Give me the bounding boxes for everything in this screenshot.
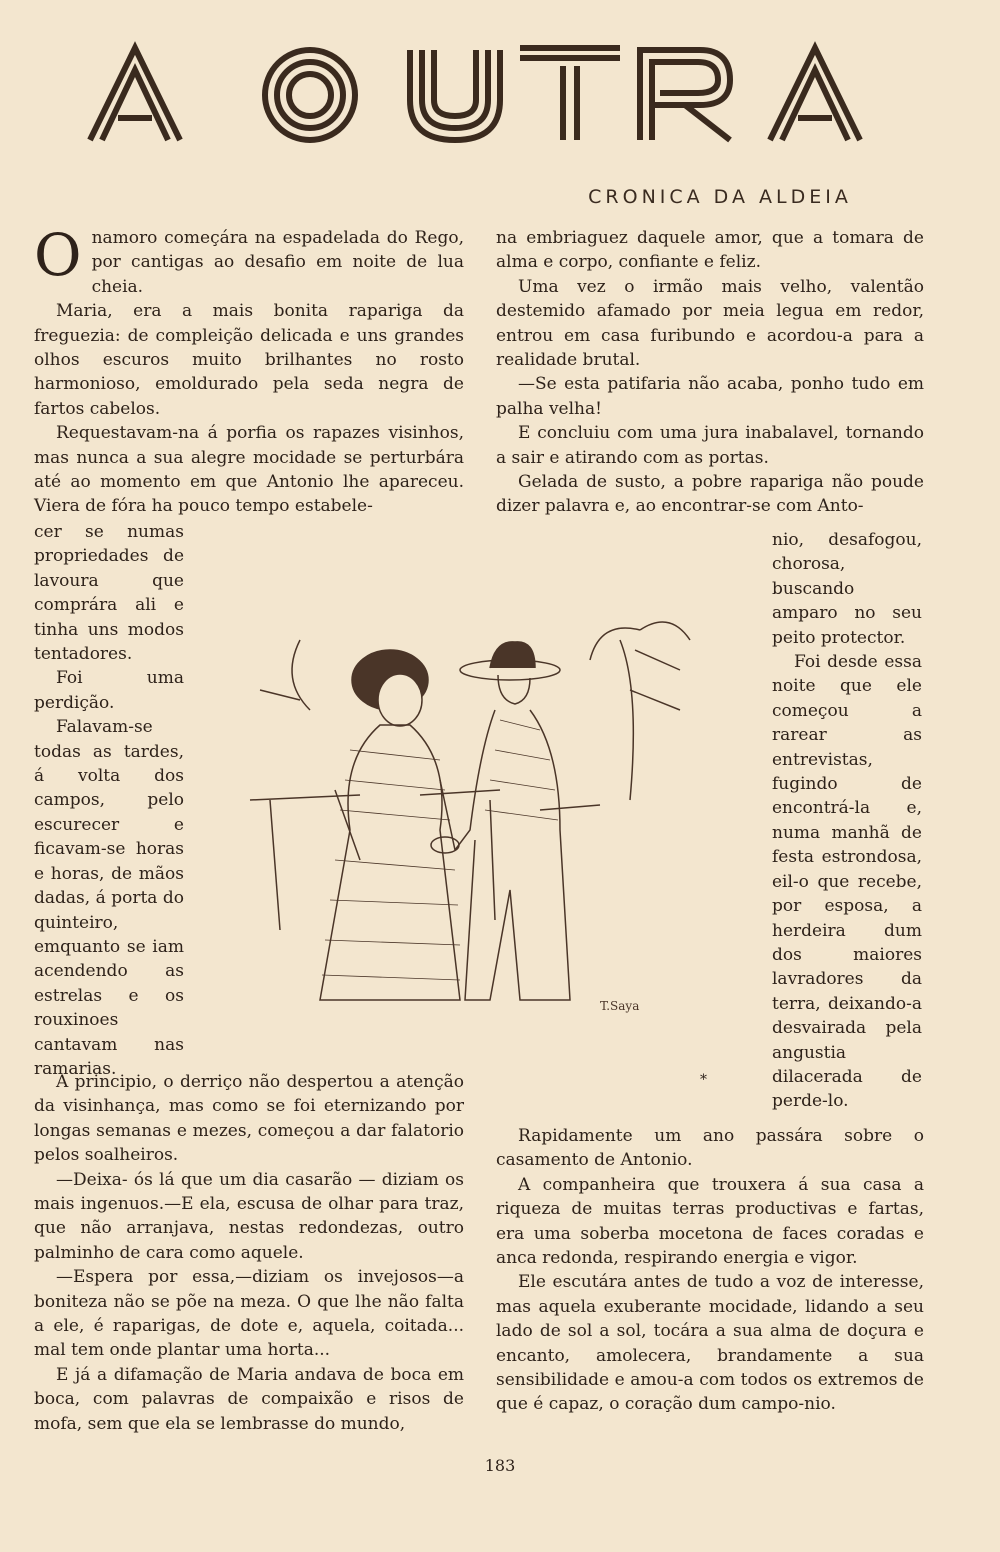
paragraph: Ele escutára antes de tudo a voz de interesse, mas aquela exuberante mocidade, lidando a seu lado de sol a sol, tocára a sua alma de doçura e encanto, amolecera, brandamente a sua sensibilidade e amou-a com todos os extremos de que é capaz, o coração dum campo-nio. — [496, 1272, 924, 1415]
page-number: 183 — [484, 1456, 516, 1475]
svg-text:A OUTRA: A OUTRA — [480, 140, 558, 159]
paragraph: E concluiu com uma jura inabalavel, tornando a sair e atirando com as portas. — [496, 423, 924, 468]
column-1-bottom — [34, 1070, 464, 1436]
paragraph: E já a difamação de Maria andava de boca em boca, com palavras de compaixão e risos de mofa, sem que ela se lembrasse do mundo, — [34, 1364, 464, 1434]
couple-drawing — [240, 600, 720, 1030]
paragraph: Falavam-se todas as tardes, á volta dos campos, pelo escurecer e ficavam-se horas e horas, de mãos dadas, á porta do quinteiro, emquanto se iam acendendo as estrelas e os rouxinoes cantavam nas ramarias. — [34, 717, 184, 1079]
paragraph: Uma vez o irmão mais velho, valentão destemido afamado por meia legua em redor, entrou em casa furibundo e acordou-a para a realidade brutal. — [496, 276, 924, 371]
dropcap: O — [34, 221, 82, 289]
paragraph: Gelada de susto, a pobre rapariga não poude dizer palavra e, ao encontrar-se com Anto- — [496, 472, 924, 517]
subtitle: CRONICA DA ALDEIA — [588, 186, 852, 208]
column-1-middle — [34, 520, 184, 1081]
paragraph: —Deixa- ós lá que um dia casarão — diziam os mais ingenuos.—E ela, escusa de olhar para traz, que não arranjava, nestas redondezas, outro palminho de cara como aquele. — [34, 1169, 464, 1263]
paragraph: nio, desafogou, chorosa, buscando amparo no seu peito protector. — [772, 530, 922, 648]
page-title — [80, 40, 880, 160]
title-lettering — [80, 40, 880, 160]
paragraph: Rapidamente um ano passára sobre o casamento de Antonio. — [496, 1126, 924, 1171]
column-1-top — [34, 221, 464, 519]
column-2-bottom — [496, 1124, 924, 1417]
paragraph: A companheira que trouxera á sua casa a riqueza de muitas terras productivas e fartas, era uma soberba mocetona de faces coradas e anca redonda, respirando energia e vigor. — [496, 1174, 924, 1269]
paragraph: cer se numas propriedades de lavoura que comprára ali e tinha uns modos tentadores. — [34, 522, 184, 665]
illustration-couple — [240, 600, 720, 1030]
paragraph: Onamoro começára na espadelada do Rego, por cantigas ao desafio em noite de lua cheia. — [34, 221, 464, 297]
paragraph: A principio, o derriço não despertou a atenção da visinhança, mas como se foi eternizando por longas semanas e mezes, começou a dar falatorio pelos soalheiros. — [34, 1072, 464, 1166]
section-asterisk: * — [700, 1072, 707, 1088]
paragraph: Requestavam-na á porfia os rapazes visinhos, mas nunca a sua alegre mocidade se perturbára até ao momento em que Antonio lhe apareceu. Viera de fóra ha pouco tempo estabele- — [34, 423, 464, 517]
paragraph: Foi uma perdição. — [34, 668, 184, 713]
column-2-middle — [772, 528, 922, 1114]
svg-text:T.Saya: T.Saya — [600, 999, 640, 1013]
paragraph: na embriaguez daquele amor, que a tomara de alma e corpo, confiante e feliz. — [496, 228, 924, 273]
paragraph: —Espera por essa,—diziam os invejosos—a boniteza não se põe na meza. O que lhe não falta a ele, é raparigas, de dote e, aquela, coitada... mal tem onde plantar uma horta... — [34, 1267, 464, 1361]
paragraph: Maria, era a mais bonita rapariga da freguezia: de compleição delicada e uns grandes olhos escuros muito brilhantes no rosto harmonioso, emoldurado pela seda negra de fartos cabelos. — [34, 301, 464, 419]
column-2-top — [496, 226, 924, 519]
paragraph: —Se esta patifaria não acaba, ponho tudo em palha velha! — [496, 374, 924, 419]
paragraph: Foi desde essa noite que ele começou a rarear as entrevistas, fugindo de encontrá-la e, numa manhã de festa estrondosa, eil-o que recebe, por esposa, a herdeira dum dos maiores lavradores da terra, deixando-a desvairada pela angustia dilacerada de perde-lo. — [772, 652, 922, 1112]
